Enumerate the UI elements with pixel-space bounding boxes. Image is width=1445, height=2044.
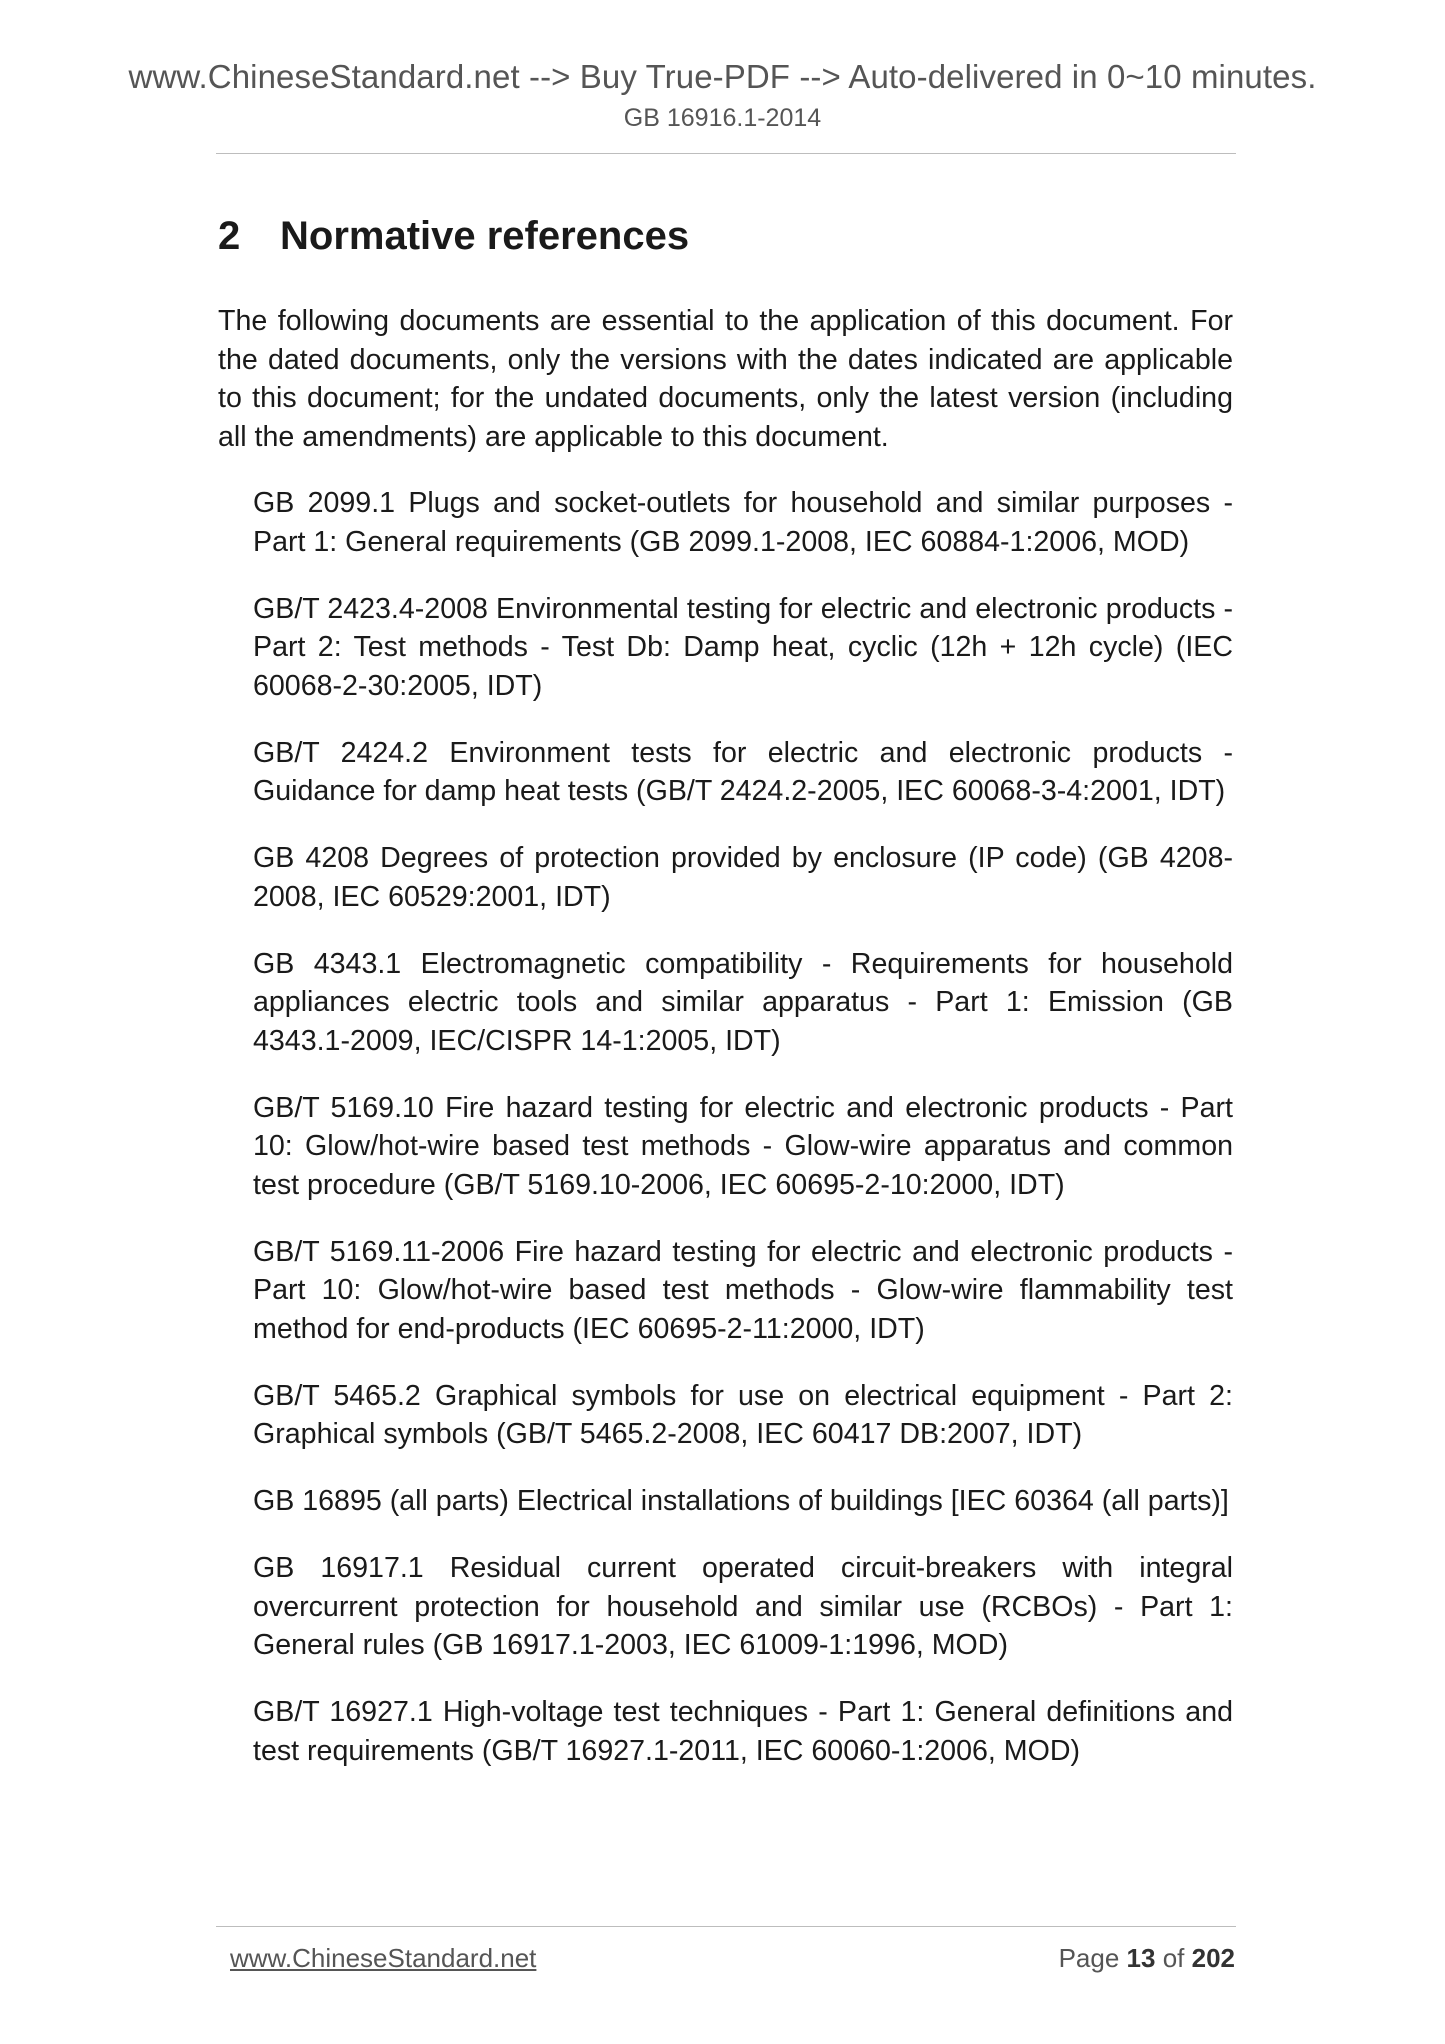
reference-item: GB/T 2424.2 Environment tests for electric and electronic products - Guidance for damp heat tests (GB/T 2424.2-2005, IEC 60068-3-4:2001, IDT) xyxy=(253,736,1233,807)
reference-item: GB 16917.1 Residual current operated circuit-breakers with integral overcurrent protection for household and similar use (RCBOs) - Part 1: General rules (GB 16917.1-2003, IEC 61009-1:1996, MOD) xyxy=(253,1552,1233,1661)
page-current: 13 xyxy=(1126,1943,1156,1973)
header-banner: www.ChineseStandard.net --> Buy True-PDF --> Auto-delivered in 0~10 minutes. xyxy=(128,58,1317,95)
intro-paragraph: The following documents are essential to the application of this document. For the dated documents, only the versions with the dates indicated are applicable to this document; for the undated documents, only the latest version (including all the amendments) are applicable to this document. xyxy=(218,305,1233,453)
footer-divider xyxy=(216,1926,1236,1927)
reference-item: GB 4208 Degrees of protection provided by enclosure (IP code) (GB 4208-2008, IEC 60529:2001, IDT) xyxy=(253,842,1233,913)
page-prefix: Page xyxy=(1058,1943,1120,1973)
reference-item: GB/T 5465.2 Graphical symbols for use on electrical equipment - Part 2: Graphical symbols (GB/T 5465.2-2008, IEC 60417 DB:2007, IDT) xyxy=(253,1379,1233,1450)
reference-item: GB/T 2423.4-2008 Environmental testing for electric and electronic products - Part 2: Test methods - Test Db: Damp heat, cyclic (12h + 12h cycle) (IEC 60068-2-30:2005, IDT) xyxy=(253,592,1233,702)
section-heading xyxy=(218,214,689,259)
footer-site-link[interactable]: www.ChineseStandard.net xyxy=(230,1943,537,1973)
reference-item: GB 2099.1 Plugs and socket-outlets for household and similar purposes - Part 1: General requirements (GB 2099.1-2008, IEC 60884-1:2006, MOD) xyxy=(253,487,1233,558)
reference-list xyxy=(253,484,1233,1799)
page-of: of xyxy=(1162,1943,1185,1973)
section-title: Normative references xyxy=(280,214,690,258)
page-indicator xyxy=(1059,1943,1235,1974)
document-code: GB 16916.1-2014 xyxy=(623,104,822,132)
page-total: 202 xyxy=(1191,1943,1235,1973)
reference-item: GB 4343.1 Electromagnetic compatibility - Requirements for household appliances electric tools and similar apparatus - Part 1: Emission (GB 4343.1-2009, IEC/CISPR 14-1:2005, IDT) xyxy=(253,947,1233,1057)
section-number: 2 xyxy=(218,214,241,258)
reference-item: GB/T 5169.10 Fire hazard testing for electric and electronic products - Part 10: Glow/hot-wire based test methods - Glow-wire apparatus and common test procedure (GB/T 5169.10-2006, IEC 60695-2-10:2000, IDT) xyxy=(253,1091,1233,1201)
reference-item: GB/T 5169.11-2006 Fire hazard testing for electric and electronic products - Part 10: Glow/hot-wire based test methods - Glow-wire flammability test method for end-products (IEC 60695-2-11:2000, IDT) xyxy=(253,1235,1233,1345)
reference-item: GB/T 16927.1 High-voltage test techniques - Part 1: General definitions and test requirements (GB/T 16927.1-2011, IEC 60060-1:2006, MOD) xyxy=(253,1696,1233,1767)
reference-item: GB 16895 (all parts) Electrical installations of buildings [IEC 60364 (all parts)] xyxy=(253,1485,1229,1517)
header-divider xyxy=(216,153,1236,154)
